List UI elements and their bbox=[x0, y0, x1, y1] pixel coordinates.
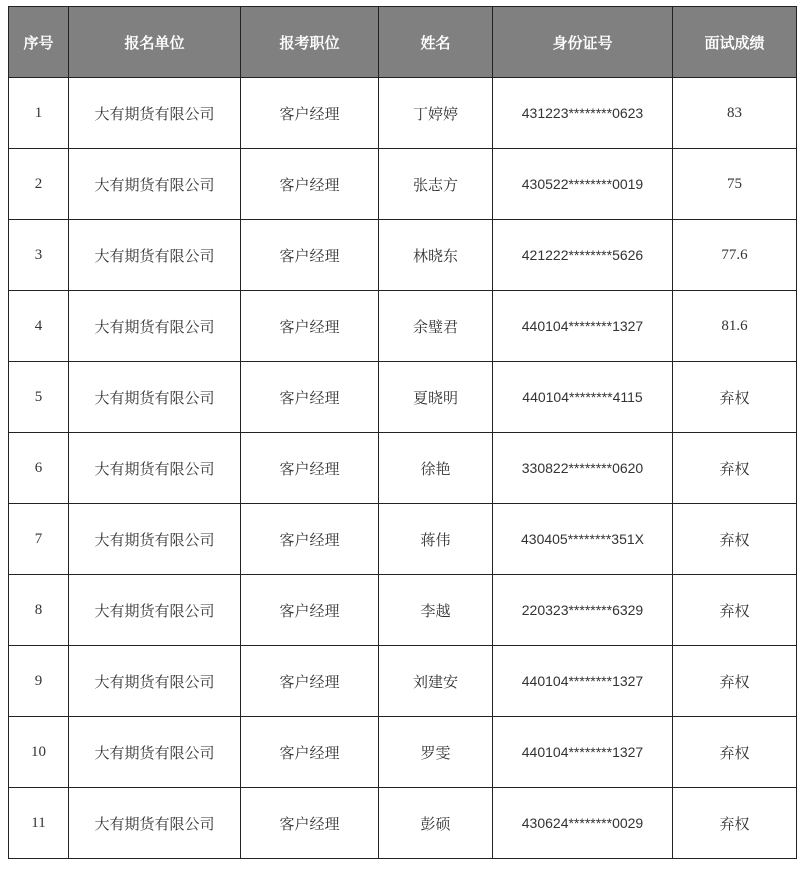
cell-unit: 大有期货有限公司 bbox=[69, 575, 241, 646]
cell-score: 弃权 bbox=[673, 788, 797, 859]
cell-score: 弃权 bbox=[673, 433, 797, 504]
header-name: 姓名 bbox=[379, 7, 493, 78]
results-sheet bbox=[8, 6, 796, 859]
interview-results-table bbox=[8, 6, 797, 859]
cell-unit: 大有期货有限公司 bbox=[69, 78, 241, 149]
cell-name: 李越 bbox=[379, 575, 493, 646]
cell-unit: 大有期货有限公司 bbox=[69, 504, 241, 575]
cell-position: 客户经理 bbox=[241, 788, 379, 859]
cell-score: 弃权 bbox=[673, 362, 797, 433]
cell-id-number: 430405********351X bbox=[493, 504, 673, 575]
table-row bbox=[9, 78, 797, 149]
cell-index: 11 bbox=[9, 788, 69, 859]
table-row bbox=[9, 575, 797, 646]
cell-index: 4 bbox=[9, 291, 69, 362]
cell-score: 弃权 bbox=[673, 646, 797, 717]
header-interview-score: 面试成绩 bbox=[673, 7, 797, 78]
cell-position: 客户经理 bbox=[241, 362, 379, 433]
header-id-number: 身份证号 bbox=[493, 7, 673, 78]
cell-index: 8 bbox=[9, 575, 69, 646]
table-row bbox=[9, 646, 797, 717]
cell-index: 7 bbox=[9, 504, 69, 575]
cell-unit: 大有期货有限公司 bbox=[69, 433, 241, 504]
cell-position: 客户经理 bbox=[241, 575, 379, 646]
cell-name: 罗雯 bbox=[379, 717, 493, 788]
cell-position: 客户经理 bbox=[241, 220, 379, 291]
cell-unit: 大有期货有限公司 bbox=[69, 646, 241, 717]
cell-name: 彭硕 bbox=[379, 788, 493, 859]
cell-score: 81.6 bbox=[673, 291, 797, 362]
cell-name: 徐艳 bbox=[379, 433, 493, 504]
cell-index: 2 bbox=[9, 149, 69, 220]
cell-position: 客户经理 bbox=[241, 78, 379, 149]
cell-position: 客户经理 bbox=[241, 717, 379, 788]
cell-id-number: 440104********1327 bbox=[493, 646, 673, 717]
table-row bbox=[9, 220, 797, 291]
cell-score: 弃权 bbox=[673, 575, 797, 646]
cell-id-number: 431223********0623 bbox=[493, 78, 673, 149]
cell-unit: 大有期货有限公司 bbox=[69, 220, 241, 291]
cell-id-number: 440104********1327 bbox=[493, 717, 673, 788]
table-row bbox=[9, 362, 797, 433]
cell-score: 83 bbox=[673, 78, 797, 149]
table-header-row bbox=[9, 7, 797, 78]
cell-id-number: 440104********1327 bbox=[493, 291, 673, 362]
table-row bbox=[9, 717, 797, 788]
cell-id-number: 430624********0029 bbox=[493, 788, 673, 859]
cell-id-number: 220323********6329 bbox=[493, 575, 673, 646]
header-unit: 报名单位 bbox=[69, 7, 241, 78]
cell-id-number: 421222********5626 bbox=[493, 220, 673, 291]
cell-score: 弃权 bbox=[673, 504, 797, 575]
table-row bbox=[9, 149, 797, 220]
header-position: 报考职位 bbox=[241, 7, 379, 78]
cell-position: 客户经理 bbox=[241, 291, 379, 362]
cell-name: 张志方 bbox=[379, 149, 493, 220]
cell-unit: 大有期货有限公司 bbox=[69, 717, 241, 788]
cell-position: 客户经理 bbox=[241, 149, 379, 220]
cell-name: 刘建安 bbox=[379, 646, 493, 717]
cell-index: 1 bbox=[9, 78, 69, 149]
cell-name: 丁婷婷 bbox=[379, 78, 493, 149]
cell-unit: 大有期货有限公司 bbox=[69, 362, 241, 433]
cell-unit: 大有期货有限公司 bbox=[69, 291, 241, 362]
cell-index: 9 bbox=[9, 646, 69, 717]
cell-index: 6 bbox=[9, 433, 69, 504]
cell-name: 余璧君 bbox=[379, 291, 493, 362]
cell-score: 弃权 bbox=[673, 717, 797, 788]
cell-score: 75 bbox=[673, 149, 797, 220]
cell-id-number: 330822********0620 bbox=[493, 433, 673, 504]
cell-id-number: 440104********4115 bbox=[493, 362, 673, 433]
cell-position: 客户经理 bbox=[241, 646, 379, 717]
cell-position: 客户经理 bbox=[241, 504, 379, 575]
cell-unit: 大有期货有限公司 bbox=[69, 788, 241, 859]
cell-index: 10 bbox=[9, 717, 69, 788]
cell-index: 5 bbox=[9, 362, 69, 433]
cell-position: 客户经理 bbox=[241, 433, 379, 504]
cell-index: 3 bbox=[9, 220, 69, 291]
cell-id-number: 430522********0019 bbox=[493, 149, 673, 220]
table-row bbox=[9, 291, 797, 362]
cell-name: 蒋伟 bbox=[379, 504, 493, 575]
table-row bbox=[9, 433, 797, 504]
cell-unit: 大有期货有限公司 bbox=[69, 149, 241, 220]
cell-name: 林晓东 bbox=[379, 220, 493, 291]
table-row bbox=[9, 504, 797, 575]
table-row bbox=[9, 788, 797, 859]
cell-name: 夏晓明 bbox=[379, 362, 493, 433]
cell-score: 77.6 bbox=[673, 220, 797, 291]
header-index: 序号 bbox=[9, 7, 69, 78]
